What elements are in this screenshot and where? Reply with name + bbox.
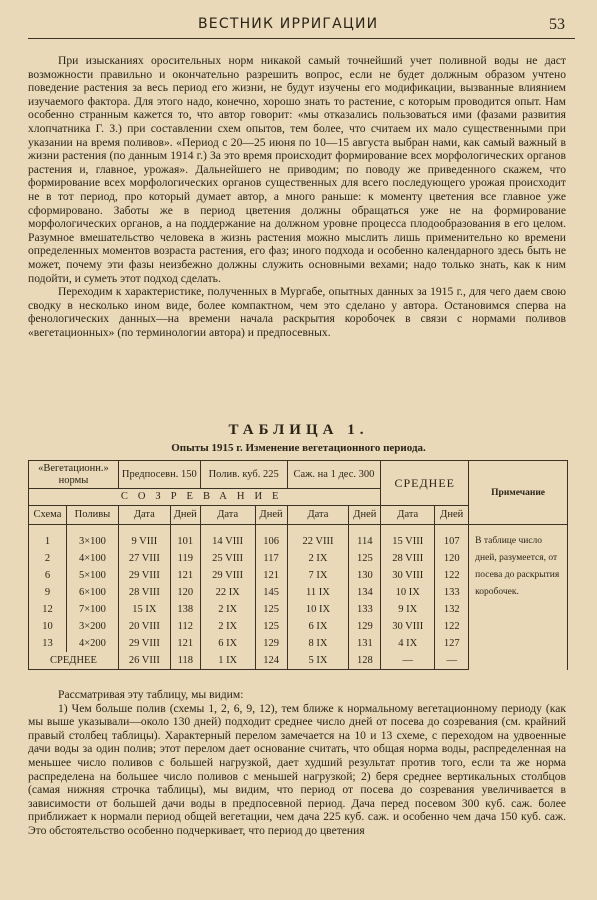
body-text-lower [28, 688, 566, 838]
table-cell: 10 IX [287, 601, 349, 618]
paragraph-summary-intro: Переходим к характеристике, полученных в Мургабе, опытных данных за 1915 г., для чего даем свою сводку в несколько ином виде, более компактном, чем это сделано у автора. Остановимся сперва на фенологических данных—на времени начала раскрытия коробочек в связи с нормами поливов «вегетационных» (по терминологии автора) и предпосевных. [28, 285, 566, 339]
table-cell: — [381, 652, 435, 670]
subheader-cell: Поливы [66, 506, 118, 525]
table-cell: 101 [170, 525, 200, 551]
table-cell: 114 [349, 525, 381, 551]
table-cell: 11 IX [287, 584, 349, 601]
subheader-cell: Дата [200, 506, 255, 525]
table-cell: 8 IX [287, 635, 349, 652]
subheader-cell: Дней [170, 506, 200, 525]
table-header-row [29, 461, 568, 489]
table-cell: 4 IX [381, 635, 435, 652]
table-cell: 10 [29, 618, 67, 635]
table-cell: 6 [29, 567, 67, 584]
table-cell: 125 [255, 601, 287, 618]
avg-label: СРЕДНЕЕ [29, 652, 119, 670]
paragraph-analysis: 1) Чем больше полив (схемы 1, 2, 6, 9, 12), тем ближе к нормальному вегетационному периоду (как мы выше указывали—около 130 дней) подходит среднее число дней от посева до созревания (см. крайний правый столбец таблицы). Характерный перелом замечается на 10 и 13 схеме, с переходом на удвоенные дачи воды за один полив; этот перелом дает основание считать, что общая норма воды, распределенная на меньшее число поливов с большей нагрузкой, дает худший результат против того, если та же норма распределена на большее число поливов с меньшей нагрузкой; 2) беря среднее вертикальных столбцов (самая нижняя строчка таблицы), мы видим, что период от посева до созревания увеличивается в зависимости от большей дачи воды в предпосевной период. Дача перед посевом 300 куб. саж. более приближает к нормали период общей вегетации, чем дача 225 куб. саж. и особенно чем дача 150 куб. саж. Это обстоятельство особенно подчеркивает, что период до цветения [28, 701, 566, 837]
table-cell: 1 IX [200, 652, 255, 670]
table-cell: 106 [255, 525, 287, 551]
table-cell: 129 [255, 635, 287, 652]
journal-title: ВЕСТНИК ИРРИГАЦИИ [198, 16, 379, 32]
header-sazh: Саж. на 1 дес. 300 [287, 461, 381, 489]
table-cell: 9 [29, 584, 67, 601]
table-cell: 13 [29, 635, 67, 652]
subheader-cell: Схема [29, 506, 67, 525]
table-cell: 9 VIII [118, 525, 170, 551]
table-cell: 124 [255, 652, 287, 670]
table-cell: 112 [170, 618, 200, 635]
table-cell: 9 IX [381, 601, 435, 618]
header-presow: Предпосевн. 150 [118, 461, 200, 489]
table-cell: 7 IX [287, 567, 349, 584]
table-cell: 138 [170, 601, 200, 618]
table-cell: 15 VIII [381, 525, 435, 551]
subheader-cell: Дней [435, 506, 469, 525]
data-table [28, 460, 568, 670]
table-cell: 22 IX [200, 584, 255, 601]
paragraph-methodology: При изысканиях оросительных норм никакой самый точнейший учет поливной воды не даст возможности правильно и окончательно разрешить вопрос, если не будет должным образом учтено поведение растения за весь период его жизни, не будут изучены его модификации, вызванные влиянием изучаемого фактора. Для этого надо, конечно, хорошо знать то растение, с которым проводится опыт. Нам особенно странным кажется то, что автор говорит: «мы отказались пользоваться ими (фазами развития хлопчатника Г. З.) при составлении схем опытов, тем более, что считаем их мало существенными при указании на время поливов». «Период с 20—25 июня по 10—15 августа выбран нами, как самый важный в жизни растения (по данным 1914 г.) За это время происходит формирование всех морфологических органов растения и, главное, урожая». Дальнейшего не приводим; по поводу же приведенного скажем, что формирование всех морфологических органов существенных для всего последующего урожая происходит не в тот период, про который думает автор, а много раньше: к моменту цветения все главное уже сформировано. Заботы же в период цветения должны обращаться уже не на формирование морфологических органов, а на поддержание на должном уровне процесса плодообразования в его целом. Разумное вмешательство человека в жизнь растения можно мыслить лишь применительно ко времени определенных моментов возраста растения, его фаз; иного подхода и особенно календарного здесь быть не может, почему эти фазы неизбежно должны служить основными вехами; надо только знать, как к ним подойти, и суметь этот подход сделать. [28, 54, 566, 285]
table-cell: 107 [435, 525, 469, 551]
table-cell: 6 IX [200, 635, 255, 652]
table-cell: — [435, 652, 469, 670]
table-cell: 26 VIII [118, 652, 170, 670]
paragraph-analysis-intro: Рассматривая эту таблицу, мы видим: [58, 688, 244, 701]
table-cell: 133 [435, 584, 469, 601]
table-cell: 4×200 [66, 635, 118, 652]
table-cell: 122 [435, 618, 469, 635]
table-cell: 28 VIII [381, 550, 435, 567]
header-average: СРЕДНЕЕ [381, 461, 469, 506]
table-cell: 122 [435, 567, 469, 584]
table-cell: 145 [255, 584, 287, 601]
table-cell: 14 VIII [200, 525, 255, 551]
table-cell: 27 VIII [118, 550, 170, 567]
table-cell: 6 IX [287, 618, 349, 635]
subheader-cell: Дней [255, 506, 287, 525]
subheader-cell: Дата [381, 506, 435, 525]
table-cell: 15 IX [118, 601, 170, 618]
table-cell: 2 [29, 550, 67, 567]
table-cell: 22 VIII [287, 525, 349, 551]
table-cell: 2 IX [287, 550, 349, 567]
table-cell: 3×200 [66, 618, 118, 635]
table-cell: 25 VIII [200, 550, 255, 567]
table-cell: 121 [170, 567, 200, 584]
table-cell: 118 [170, 652, 200, 670]
table-cell: 130 [349, 567, 381, 584]
table-cell: 120 [435, 550, 469, 567]
table-cell: 7×100 [66, 601, 118, 618]
subheader-cell: Дата [118, 506, 170, 525]
table-cell: 125 [255, 618, 287, 635]
table-cell: 121 [255, 567, 287, 584]
table-cell: 125 [349, 550, 381, 567]
table-cell: 132 [435, 601, 469, 618]
header-vegetation: «Вегетационн.» нормы [29, 461, 119, 489]
header-note: Примечание [469, 461, 568, 525]
body-text-upper [28, 54, 566, 339]
table-cell: 30 VIII [381, 567, 435, 584]
table-cell: 6×100 [66, 584, 118, 601]
table-cell: 3×100 [66, 525, 118, 551]
table-cell: 29 VIII [200, 567, 255, 584]
table-cell: 29 VIII [118, 635, 170, 652]
table-cell: 117 [255, 550, 287, 567]
subheader-cell: Дата [287, 506, 349, 525]
table-cell: 134 [349, 584, 381, 601]
table-cell: 127 [435, 635, 469, 652]
table-row [29, 525, 568, 551]
page-number: 53 [549, 16, 565, 33]
table-cell: 5×100 [66, 567, 118, 584]
table-cell: 131 [349, 635, 381, 652]
table-cell: 121 [170, 635, 200, 652]
table-cell: 5 IX [287, 652, 349, 670]
table-cell: 133 [349, 601, 381, 618]
table-cell: 10 IX [381, 584, 435, 601]
table-cell: 120 [170, 584, 200, 601]
table-title: ТАБЛИЦА 1. [228, 422, 369, 438]
table-cell: 1 [29, 525, 67, 551]
table-cell: 119 [170, 550, 200, 567]
table-cell: 4×100 [66, 550, 118, 567]
table-cell: 30 VIII [381, 618, 435, 635]
table-cell: 2 IX [200, 601, 255, 618]
table-cell: 2 IX [200, 618, 255, 635]
table-cell: 12 [29, 601, 67, 618]
table-cell: 20 VIII [118, 618, 170, 635]
running-head [28, 14, 575, 39]
table-cell: 29 VIII [118, 567, 170, 584]
note-cell: В таблице число дней, разумеется, от посева до раскрытия коробочек. [469, 525, 568, 670]
table-cell: 129 [349, 618, 381, 635]
table-subtitle: Опыты 1915 г. Изменение вегетационного периода. [171, 442, 426, 454]
table-cell: 128 [349, 652, 381, 670]
table-cell: 28 VIII [118, 584, 170, 601]
subheader-cell: Дней [349, 506, 381, 525]
header-poliv: Полив. куб. 225 [200, 461, 287, 489]
band-maturation: СОЗРЕВАНИЕ [29, 489, 381, 506]
